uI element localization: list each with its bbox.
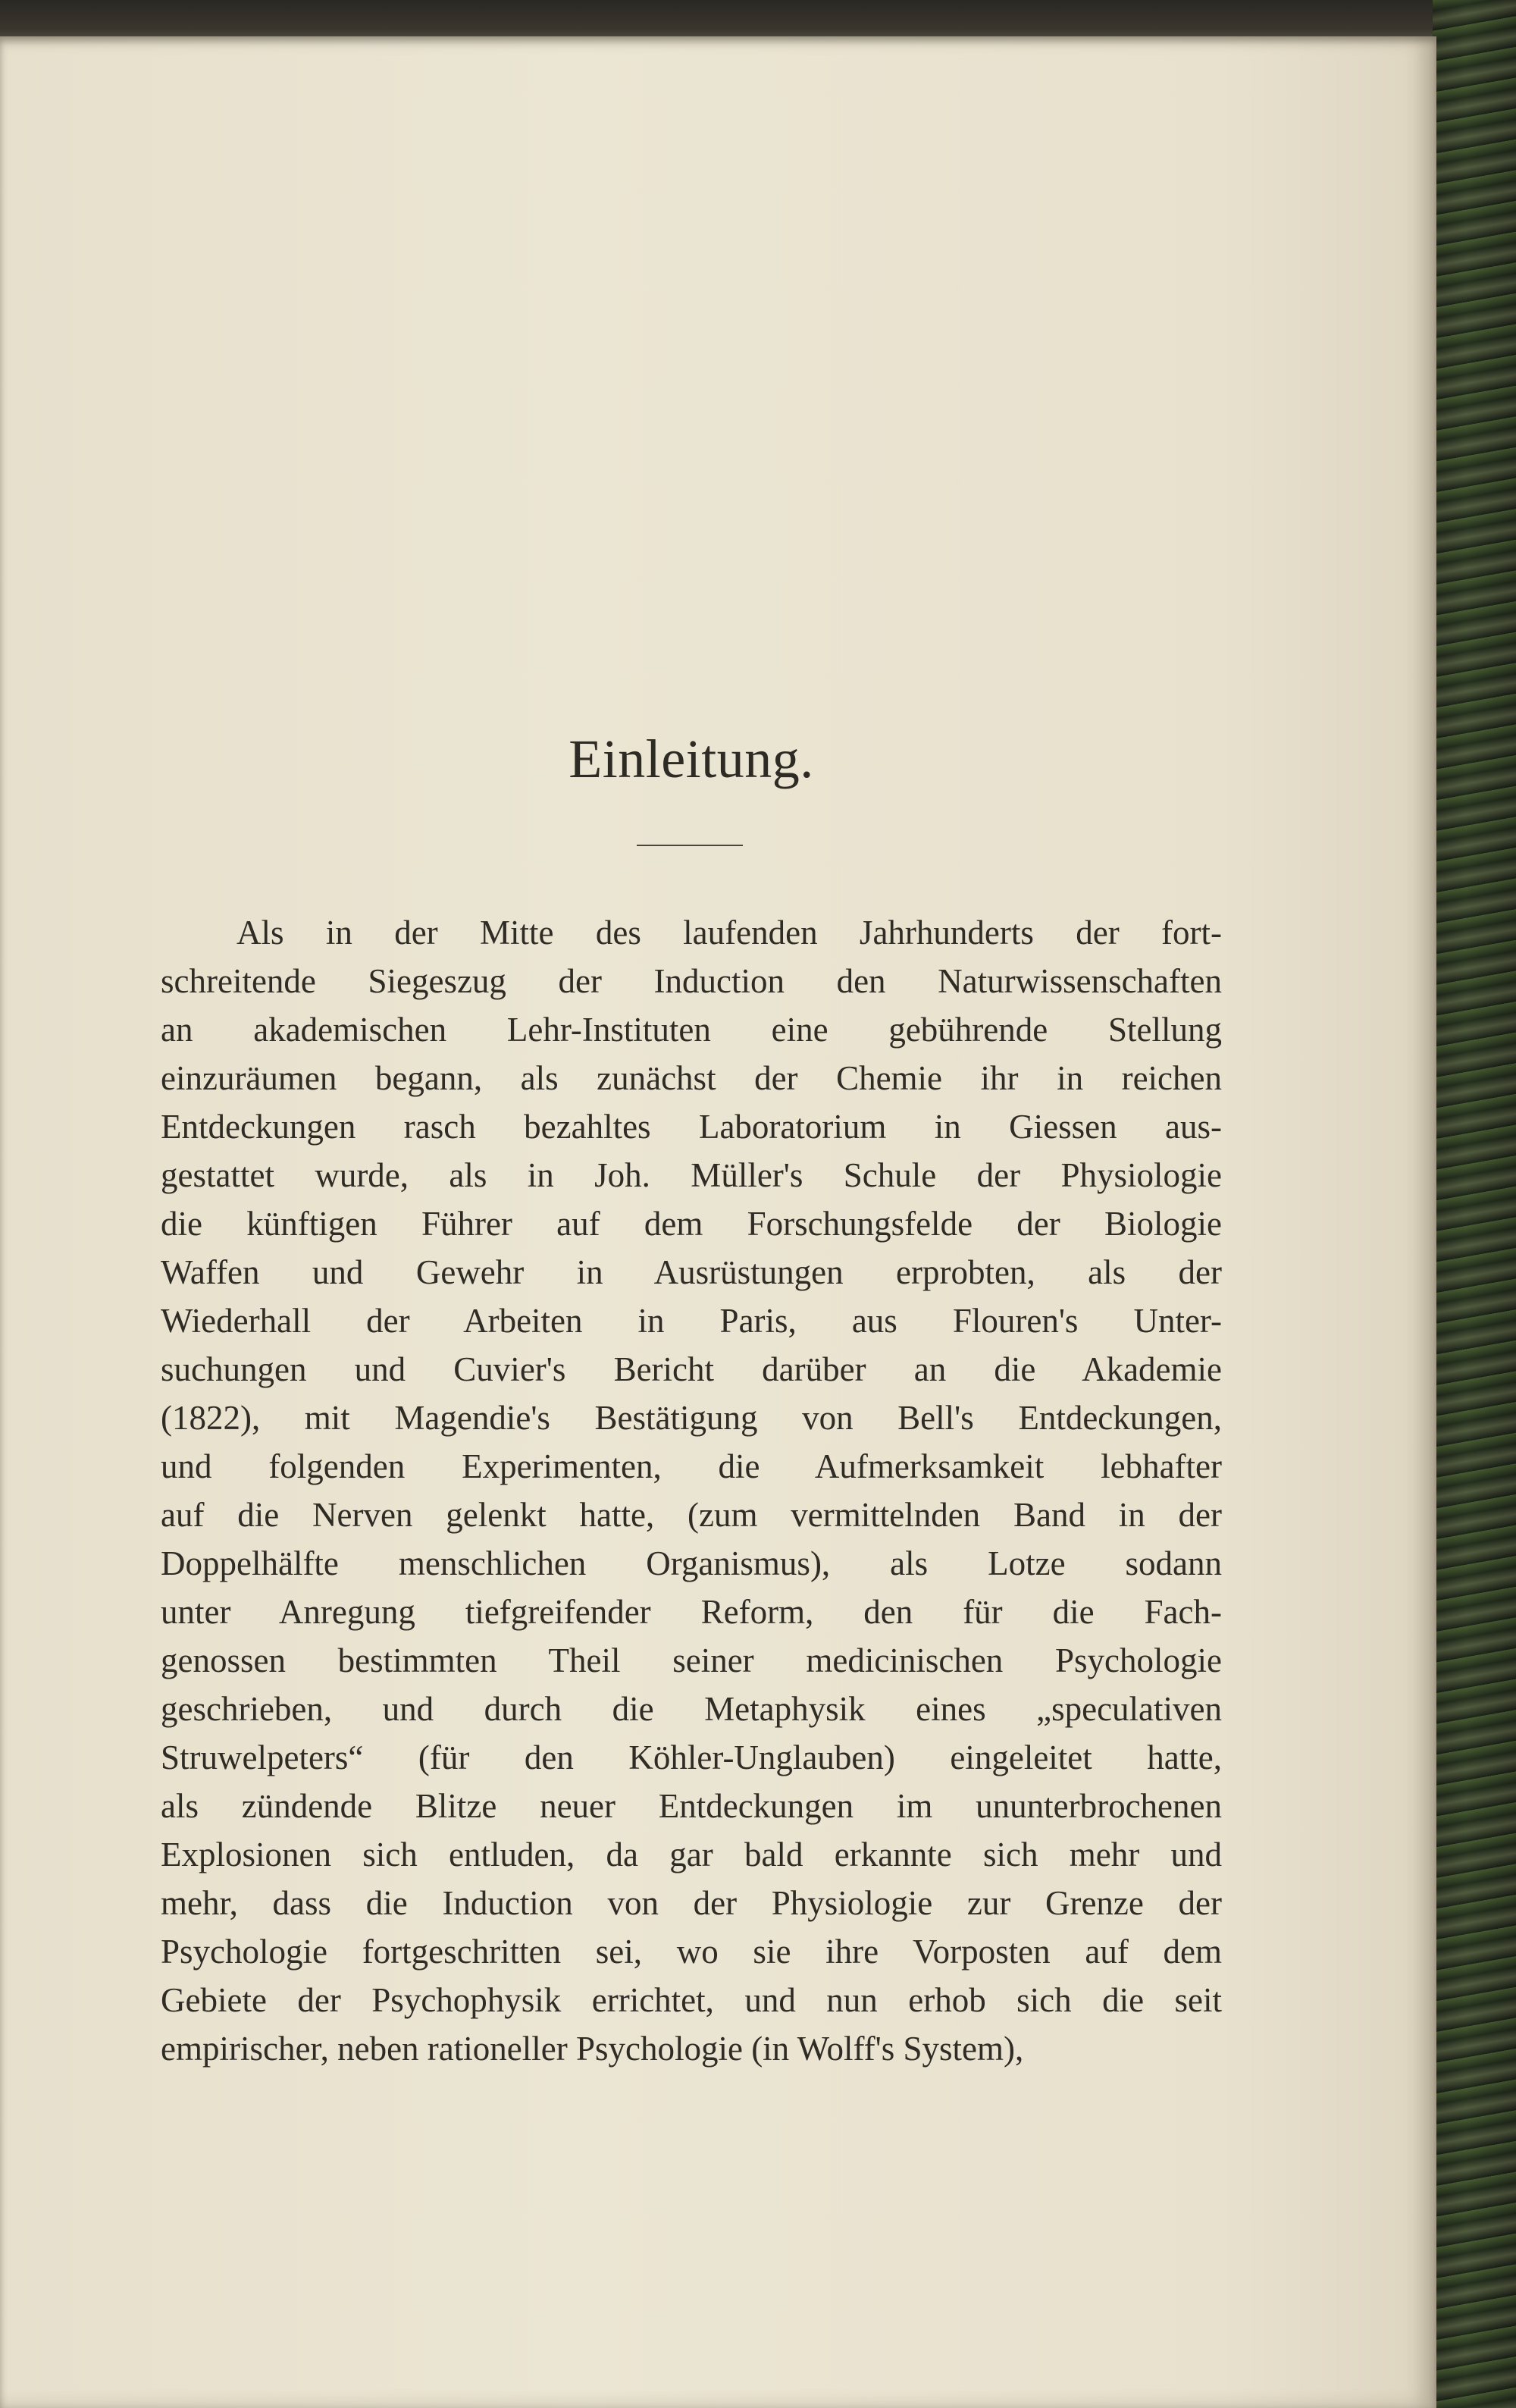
text-line: schreitende Siegeszug der Induction den Naturwissenschaften — [161, 962, 1222, 1000]
text-line: und folgenden Experimenten, die Aufmerksamkeit lebhafter — [161, 1447, 1222, 1485]
text-line: gestattet wurde, als in Joh. Müller's Schule der Physiologie — [161, 1156, 1222, 1194]
text-line: die künftigen Führer auf dem Forschungsfelde der Biologie — [161, 1205, 1222, 1243]
text-line: Gebiete der Psychophysik errichtet, und nun erhob sich die seit — [161, 1981, 1222, 2019]
text-line: geschrieben, und durch die Metaphysik eines „speculativen — [161, 1690, 1222, 1728]
text-line: Struwelpeters“ (für den Köhler-Unglauben) eingeleitet hatte, — [161, 1739, 1222, 1776]
text-line: unter Anregung tiefgreifender Reform, den für die Fach- — [161, 1593, 1222, 1631]
text-line: einzuräumen begann, als zunächst der Chemie ihr in reichen — [161, 1059, 1222, 1097]
text-line: suchungen und Cuvier's Bericht darüber an die Akademie — [161, 1350, 1222, 1388]
book-cover-edge — [1433, 0, 1516, 2408]
text-line: Wiederhall der Arbeiten in Paris, aus Flouren's Unter- — [161, 1302, 1222, 1340]
text-line: Doppelhälfte menschlichen Organismus), als Lotze sodann — [161, 1544, 1222, 1582]
text-line: genossen bestimmten Theil seiner medicinischen Psychologie — [161, 1641, 1222, 1679]
book-page — [0, 36, 1436, 2408]
text-line: Psychologie fortgeschritten sei, wo sie ihre Vorposten auf dem — [161, 1933, 1222, 1971]
heading-rule — [637, 845, 743, 846]
text-line: auf die Nerven gelenkt hatte, (zum vermittelnden Band in der — [161, 1496, 1222, 1534]
text-line: empirischer, neben rationeller Psychologie (in Wolff's System), — [161, 2030, 1024, 2068]
text-line: Als in der Mitte des laufenden Jahrhunderts der fort- — [236, 914, 1222, 952]
text-line: Waffen und Gewehr in Ausrüstungen erprobten, als der — [161, 1253, 1222, 1291]
paragraph — [161, 908, 1222, 2073]
text-line: als zündende Blitze neuer Entdeckungen im ununterbrochenen — [161, 1787, 1222, 1825]
text-line: (1822), mit Magendie's Bestätigung von Bell's Entdeckungen, — [161, 1399, 1222, 1437]
text-line: mehr, dass die Induction von der Physiologie zur Grenze der — [161, 1884, 1222, 1922]
page-heading: Einleitung. — [568, 729, 814, 789]
text-line: an akademischen Lehr-Instituten eine gebührende Stellung — [161, 1011, 1222, 1049]
text-line: Entdeckungen rasch bezahltes Laboratorium in Giessen aus- — [161, 1108, 1222, 1146]
text-line: Explosionen sich entluden, da gar bald erkannte sich mehr und — [161, 1836, 1222, 1873]
